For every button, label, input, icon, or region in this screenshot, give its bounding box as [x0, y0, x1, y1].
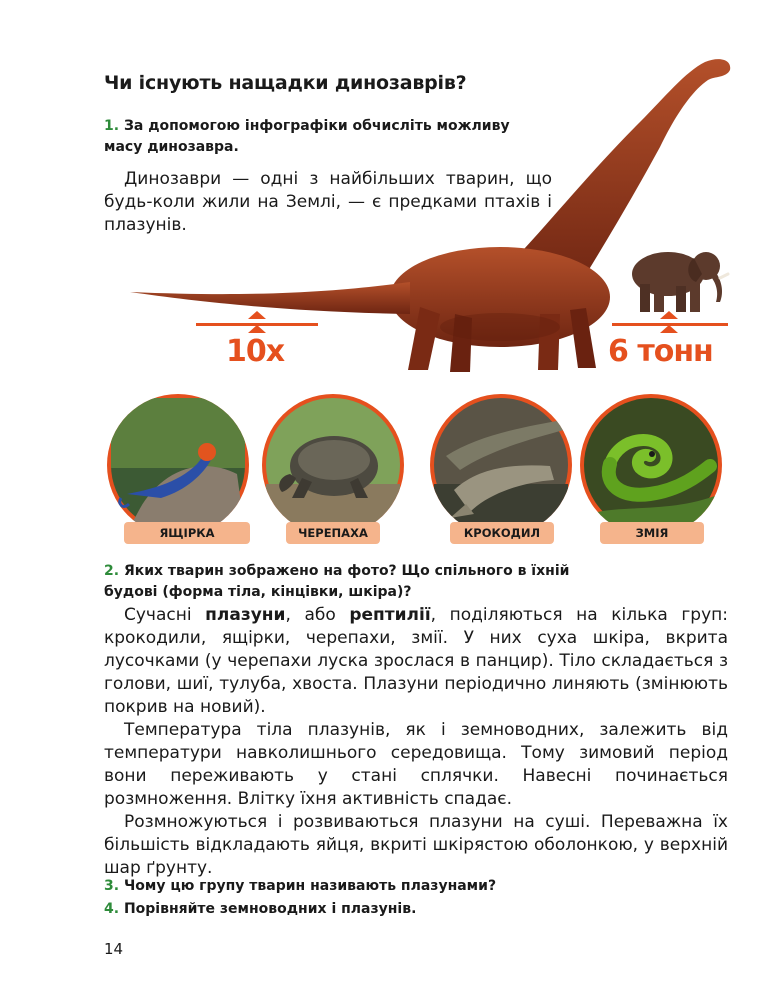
main-text — [104, 604, 728, 880]
paragraph-reptiles-end: , поділяються на кілька груп: крокодили, ящірки, черепахи, змії. У них суха шкіра, вкрита лусочками (у черепахи луска зрослася в панцир). Тіло складається з голови, шиї, тулуба, хвоста. Плазуни періодично линяють (змінюють покрив на новий). — [104, 605, 729, 717]
photo-lizard — [107, 394, 249, 536]
label-lizard: ЯЩІРКА — [124, 522, 250, 544]
photo-snake — [580, 394, 722, 536]
paragraph-reptiles-middle: , або — [285, 605, 350, 625]
elephant-mass-label: 6 тонн — [608, 334, 713, 369]
task-4 — [104, 899, 704, 920]
paragraph-reproduction: Розмножуються і розвиваються плазуни на суші. Переважна їх більшість відкладають яйця, вкриті шкірястою оболонкою, у верхній шар ґрунту. — [104, 812, 728, 878]
term-plazuny: плазуни — [205, 605, 286, 625]
lizard-icon — [107, 394, 249, 536]
label-tortoise: ЧЕРЕПАХА — [286, 522, 380, 544]
label-crocodile: КРОКОДИЛ — [450, 522, 554, 544]
multiplier-label: 10х — [226, 334, 285, 369]
term-reptilii: рептилії — [349, 605, 431, 625]
task-3 — [104, 876, 704, 897]
task-1-text: За допомогою інфографіки обчисліть можливу масу динозавра. — [104, 118, 510, 155]
crocodile-icon — [430, 394, 572, 536]
photo-tortoise — [262, 394, 404, 536]
task-1-number: 1. — [104, 118, 120, 134]
arrow-up-icon — [658, 309, 680, 335]
snake-icon — [580, 394, 722, 536]
photo-crocodile — [430, 394, 572, 536]
intro-paragraph: Динозаври — одні з найбільших тварин, що будь-коли жили на Землі, — є предками птахів і плазунів. — [104, 169, 552, 235]
task-3-text: Чому цю групу тварин називають плазунами? — [123, 878, 497, 894]
paragraph-reptiles-start: Сучасні — [124, 605, 206, 625]
task-4-text: Порівняйте земноводних і плазунів. — [123, 901, 417, 917]
page-number: 14 — [104, 940, 124, 958]
elephant-illustration — [624, 244, 736, 314]
arrow-up-icon — [246, 309, 268, 335]
task-2-number: 2. — [104, 563, 120, 579]
paragraph-reptiles — [104, 604, 728, 719]
task-2-text: Яких тварин зображено на фото? Що спільного в їхній будові (форма тіла, кінцівки, шкіра)? — [104, 563, 570, 600]
section-heading: Чи існують нащадки динозаврів? — [104, 72, 467, 94]
task-2 — [104, 561, 624, 603]
label-snake: ЗМІЯ — [600, 522, 704, 544]
dinosaur-illustration — [120, 52, 740, 382]
tortoise-icon — [262, 394, 404, 536]
task-4-number: 4. — [104, 901, 120, 917]
paragraph-temperature: Температура тіла плазунів, як і земноводних, залежить від температури навколишнього середовища. Тому зимовий період вони переживають у стані сплячки. Навесні починається розмноження. Влітку їхня активність спадає. — [104, 720, 728, 809]
task-3-number: 3. — [104, 878, 120, 894]
